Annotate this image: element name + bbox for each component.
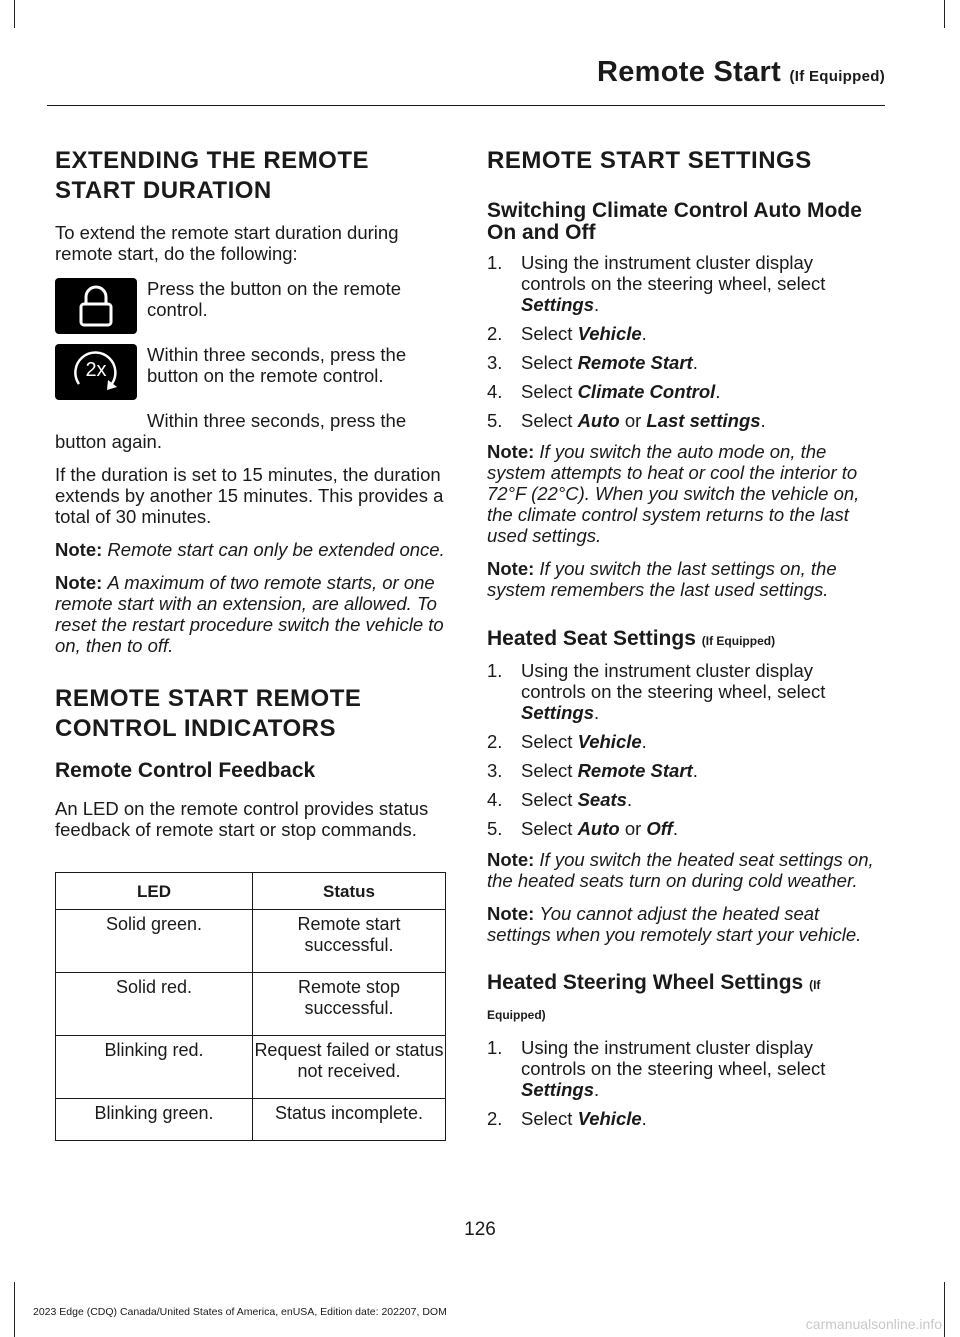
list-item: 1. Using the instrument cluster display controls on the steering wheel, select Settings. — [487, 1037, 826, 1100]
note-heated-seat-adjust: Note: You cannot adjust the heated seat settings when you remotely start your vehicle. — [487, 903, 862, 945]
table-row — [56, 1099, 446, 1141]
note-auto-mode: Note: If you switch the auto mode on, the system attempts to heat or cool the interior to 72°F (22°C). When you switch the vehicle on, the climate control system returns to the last used settings. — [487, 441, 860, 546]
table-cell: Status incomplete. — [253, 1099, 446, 1141]
indicators-intro: An LED on the remote control provides status feedback of remote start or stop commands. — [55, 798, 429, 840]
watermark: carmanualsonline.info — [805, 1316, 942, 1332]
list-item: 3. Select Remote Start. — [487, 352, 698, 373]
table-header-status: Status — [253, 873, 446, 910]
table-cell: Solid red. — [56, 973, 253, 1036]
crop-mark — [944, 1282, 945, 1337]
list-item: 5. Select Auto or Last settings. — [487, 410, 766, 431]
step-lock-row — [55, 278, 447, 334]
list-item: 5. Select Auto or Off. — [487, 818, 678, 839]
table-cell: Remote start successful. — [253, 910, 446, 973]
edition-footer: 2023 Edge (CDQ) Canada/United States of America, enUSA, Edition date: 202207, DOM — [33, 1306, 447, 1318]
note-heated-seat-cold: Note: If you switch the heated seat settings on, the heated seats turn on during cold weather. — [487, 849, 874, 891]
list-item: 2. Select Vehicle. — [487, 1108, 647, 1129]
section-heading-indicators: REMOTE START REMOTE CONTROL INDICATORS — [55, 685, 362, 742]
list-item: 1. Using the instrument cluster display controls on the steering wheel, select Settings. — [487, 252, 826, 315]
led-status-table — [55, 872, 446, 1141]
table-row — [56, 1036, 446, 1099]
press-twice-label: 2x — [85, 359, 107, 381]
subheading-climate: Switching Climate Control Auto Mode On and Off — [487, 199, 862, 244]
note-maximum-starts: Note: A maximum of two remote starts, or one remote start with an extension, are allowed. To reset the restart procedure switch the vehicle to on, then to off. — [55, 572, 444, 656]
duration-text: If the duration is set to 15 minutes, the duration extends by another 15 minutes. This provides a total of 30 minutes. — [55, 464, 444, 527]
extend-intro: To extend the remote start duration during remote start, do the following: — [55, 222, 399, 264]
table-row — [56, 910, 446, 973]
subheading-remote-feedback: Remote Control Feedback — [55, 759, 316, 782]
step-press-again: Within three seconds, press the button again. — [55, 410, 407, 452]
header-rule — [47, 105, 885, 106]
press-twice-2x-icon — [55, 344, 137, 400]
crop-mark — [14, 0, 15, 28]
table-header-led: LED — [56, 873, 253, 910]
subheading-heated-seat: Heated Seat Settings (If Equipped) — [487, 627, 776, 650]
table-header-row — [56, 873, 446, 910]
seat-steps — [487, 660, 882, 839]
table-cell: Request failed or status not received. — [253, 1036, 446, 1099]
list-item: 4. Select Seats. — [487, 789, 633, 810]
table-cell: Remote stop successful. — [253, 973, 446, 1036]
section-heading-settings: REMOTE START SETTINGS — [487, 147, 812, 174]
subheading-heated-wheel: Heated Steering Wheel Settings (If Equipped) — [487, 971, 821, 1022]
table-cell: Blinking green. — [56, 1099, 253, 1141]
page-number: 126 — [464, 1219, 496, 1240]
note-extend-once: Note: Remote start can only be extended once. — [55, 539, 445, 560]
list-item: 1. Using the instrument cluster display controls on the steering wheel, select Settings. — [487, 660, 826, 723]
step-press-within-three: Within three seconds, press the button on the remote control. — [147, 344, 407, 386]
note-last-settings: Note: If you switch the last settings on, the system remembers the last used settings. — [487, 558, 837, 600]
table-cell: Blinking red. — [56, 1036, 253, 1099]
climate-steps — [487, 252, 882, 431]
section-heading-extend: EXTENDING THE REMOTE START DURATION — [55, 147, 370, 204]
page-header-title: Remote Start (If Equipped) — [596, 56, 885, 88]
crop-mark — [14, 1282, 15, 1337]
list-item: 2. Select Vehicle. — [487, 731, 647, 752]
left-column — [55, 146, 447, 1141]
list-item: 4. Select Climate Control. — [487, 381, 721, 402]
table-cell: Solid green. — [56, 910, 253, 973]
table-row — [56, 973, 446, 1036]
lock-icon — [55, 278, 137, 334]
crop-mark — [944, 0, 945, 28]
wheel-steps — [487, 1037, 882, 1129]
step-2x-row — [55, 344, 447, 400]
list-item: 3. Select Remote Start. — [487, 760, 698, 781]
step-press-button: Press the button on the remote control. — [147, 278, 402, 320]
list-item: 2. Select Vehicle. — [487, 323, 647, 344]
right-column — [487, 146, 882, 1129]
